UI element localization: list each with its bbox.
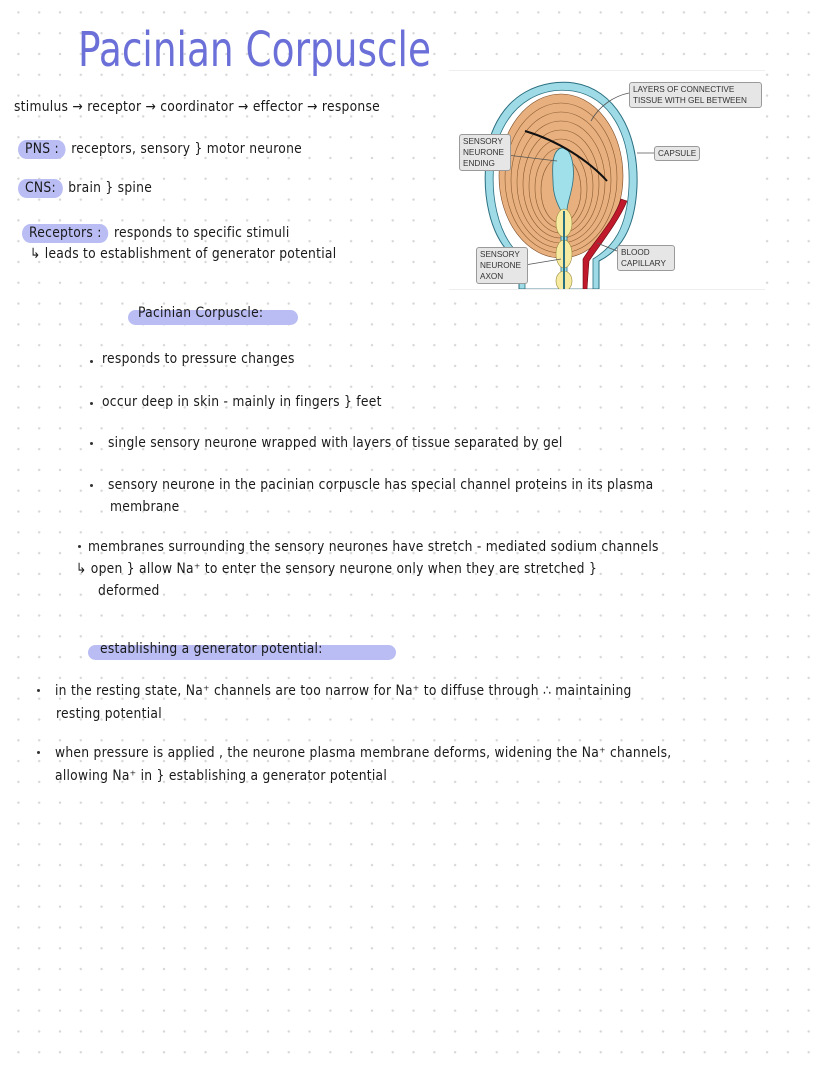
bullet-dot xyxy=(90,360,93,363)
bullet-item: single sensory neurone wrapped with layers of tissue separated by gel xyxy=(108,435,563,451)
bullet-dot xyxy=(37,751,40,754)
bullet-item-continued: membrane xyxy=(110,499,180,515)
note-membranes-sub: ↳ open } allow Na⁺ to enter the sensory neurone only when they are stretched } xyxy=(76,561,598,577)
definition-text: brain } spine xyxy=(68,180,153,196)
bullet-item: responds to pressure changes xyxy=(102,351,295,367)
bullet-item-continued: allowing Na⁺ in } establishing a generator potential xyxy=(55,768,388,784)
label-sensory-neurone-axon: SENSORY NEURONE AXON xyxy=(476,247,528,284)
note-membranes: membranes surrounding the sensory neurones have stretch - mediated sodium channels xyxy=(88,539,659,555)
section-heading-pacinian: Pacinian Corpuscle: xyxy=(138,305,264,321)
label-blood-capillary: BLOOD CAPILLARY xyxy=(617,245,675,271)
term-highlight-cns: CNS: xyxy=(18,179,63,198)
pacinian-corpuscle-diagram xyxy=(449,70,765,290)
bullet-dot xyxy=(37,689,40,692)
term-highlight-receptors: Receptors : xyxy=(22,224,109,243)
term-highlight-pns: PNS : xyxy=(18,140,66,159)
label-capsule: CAPSULE xyxy=(654,146,700,161)
stimulus-response-flow: stimulus → receptor → coordinator → effector → response xyxy=(14,99,380,115)
bullet-dot xyxy=(90,442,93,445)
bullet-item: occur deep in skin - mainly in fingers } feet xyxy=(102,394,382,410)
definition-text: responds to specific stimuli xyxy=(113,225,290,241)
bullet-dot xyxy=(90,402,93,405)
label-sensory-neurone-ending: SENSORY NEURONE ENDING xyxy=(459,134,511,171)
bullet-item: when pressure is applied , the neurone plasma membrane deforms, widening the Na⁺ channels, xyxy=(55,745,672,761)
label-layers-of-connective-tissue: LAYERS OF CONNECTIVE TISSUE WITH GEL BETWEEN xyxy=(629,82,762,108)
definition-text: receptors, sensory } motor neurone xyxy=(71,141,303,157)
section-heading-generator: establishing a generator potential: xyxy=(100,641,323,657)
definition-cns xyxy=(18,180,152,196)
bullet-item: in the resting state, Na⁺ channels are too narrow for Na⁺ to diffuse through ∴ maintaining xyxy=(55,683,632,699)
definition-receptors xyxy=(22,225,290,241)
note-membranes-continued: deformed xyxy=(98,583,160,599)
bullet-dot xyxy=(90,484,93,487)
definition-receptors-sub: ↳ leads to establishment of generator potential xyxy=(30,246,337,262)
page-title: Pacinian Corpuscle xyxy=(78,22,431,78)
definition-pns xyxy=(18,141,302,157)
bullet-item: sensory neurone in the pacinian corpuscle has special channel proteins in its plasma xyxy=(108,477,654,493)
bullet-item-continued: resting potential xyxy=(56,706,162,722)
bullet-dot xyxy=(78,545,81,548)
